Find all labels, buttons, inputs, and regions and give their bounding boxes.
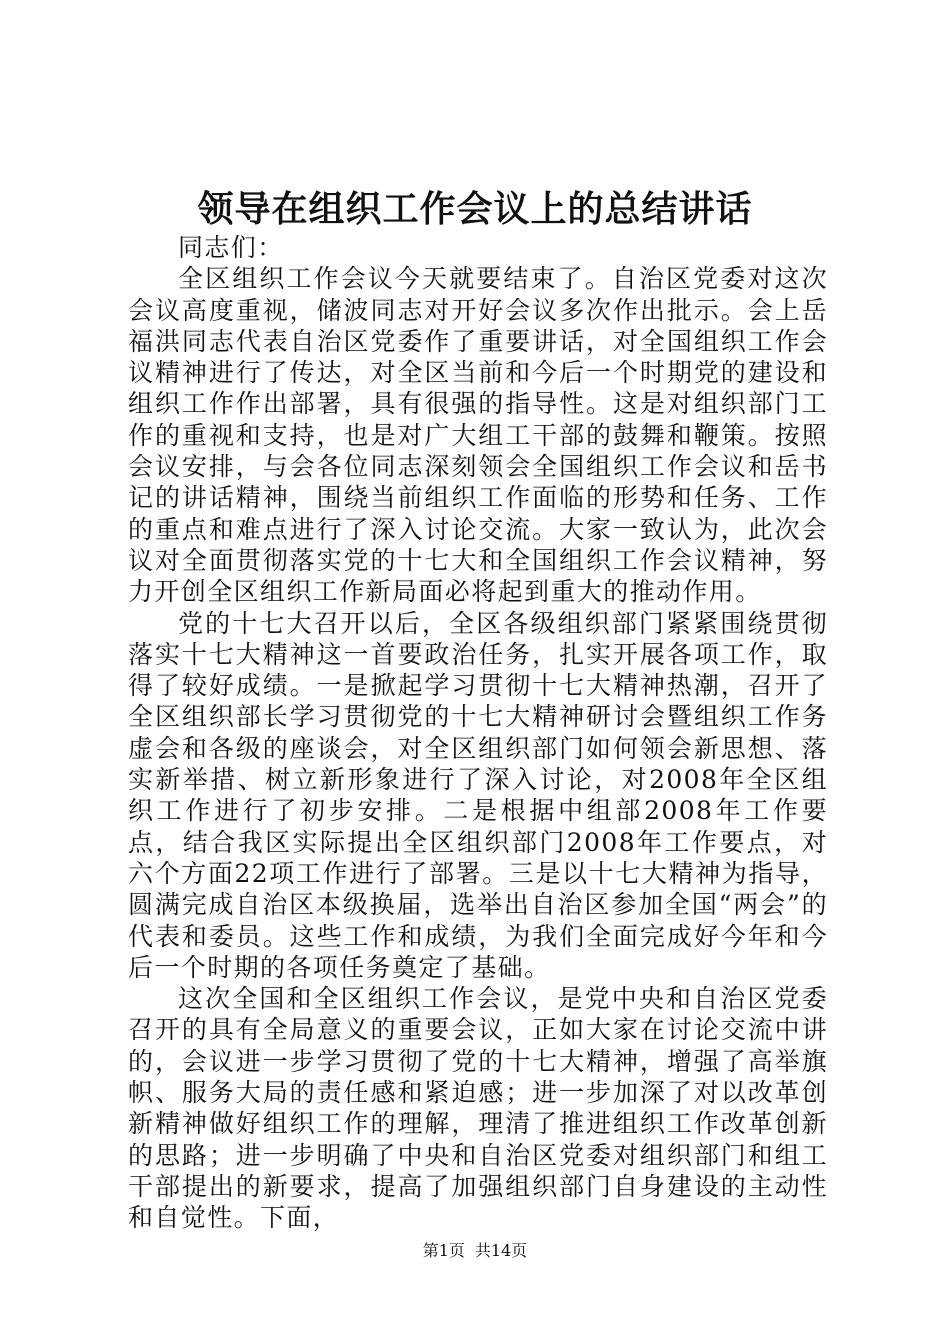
document-body — [128, 232, 828, 1234]
document-title: 领导在组织工作会议上的总结讲话 — [197, 188, 753, 230]
page-footer — [0, 1240, 950, 1262]
page-number: 第1页 — [422, 1241, 465, 1260]
paragraph-1: 全区组织工作会议今天就要结束了。自治区党委对这次会议高度重视，储波同志对开好会议多次作出批示。会上岳福洪同志代表自治区党委作了重要讲话，对全国组织工作会议精神进行了传达，对全区当前和今后一个时期党的建设和组织工作作出部署，具有很强的指导性。这是对组织部门工作的重视和支持，也是对广大组工干部的鼓舞和鞭策。按照会议安排，与会各位同志深刻领会全国组织工作会议和岳书记的讲话精神，围绕当前组织工作面临的形势和任务、工作的重点和难点进行了深入讨论交流。大家一致认为，此次会议对全面贯彻落实党的十七大和全国组织工作会议精神，努力开创全区组织工作新局面必将起到重大的推动作用。 — [128, 264, 828, 607]
page-total: 共14页 — [474, 1241, 528, 1260]
salutation: 同志们： — [178, 233, 284, 262]
paragraph-3: 这次全国和全区组织工作会议，是党中央和自治区党委召开的具有全局意义的重要会议，正如大家在讨论交流中讲的，会议进一步学习贯彻了党的十七大精神，增强了高举旗帜、服务大局的责任感和紧迫感；进一步加深了对以改革创新精神做好组织工作的理解，理清了推进组织工作改革创新的思路；进一步明确了中央和自治区党委对组织部门和组工干部提出的新要求，提高了加强组织部门自身建设的主动性和自觉性。下面， — [128, 984, 828, 1233]
paragraph-2: 党的十七大召开以后，全区各级组织部门紧紧围绕贯彻落实十七大精神这一首要政治任务，扎实开展各项工作，取得了较好成绩。一是掀起学习贯彻十七大精神热潮，召开了全区组织部长学习贯彻党的十七大精神研讨会暨组织工作务虚会和各级的座谈会，对全区组织部门如何领会新思想、落实新举措、树立新形象进行了深入讨论，对2008年全区组织工作进行了初步安排。二是根据中组部2008年工作要点，结合我区实际提出全区组织部门2008年工作要点，对六个方面22项工作进行了部署。三是以十七大精神为指导，圆满完成自治区本级换届，选举出自治区参加全国“两会”的代表和委员。这些工作和成绩，为我们全面完成好今年和今后一个时期的各项任务奠定了基础。 — [128, 608, 828, 982]
